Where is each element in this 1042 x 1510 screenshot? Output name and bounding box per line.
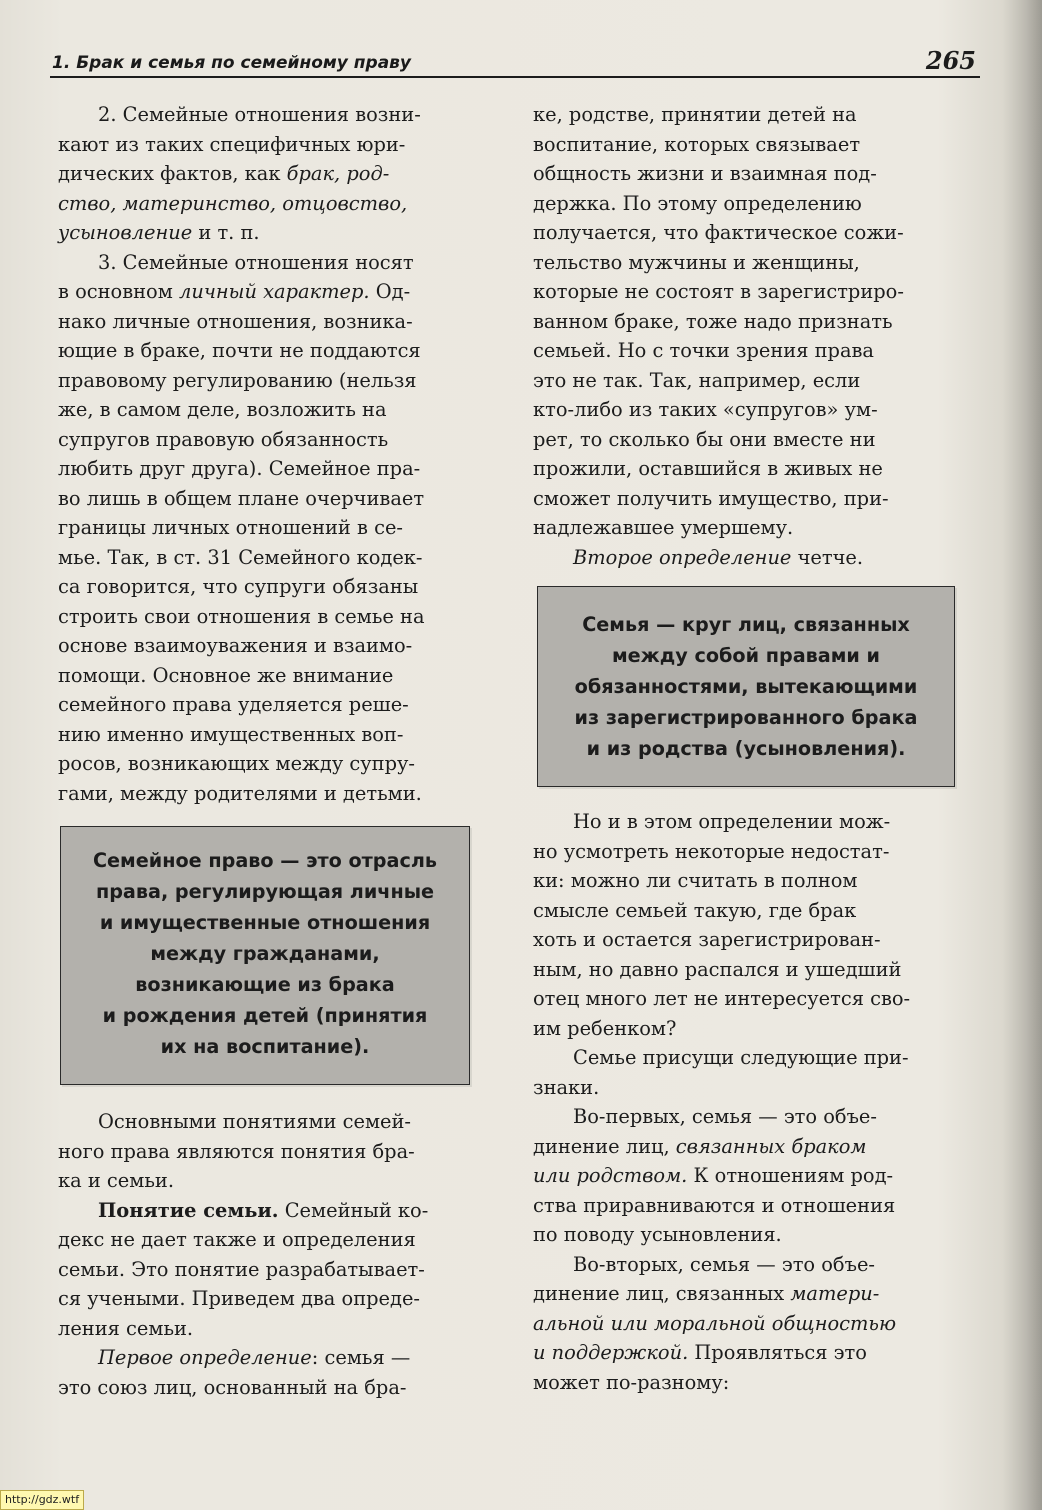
source-link[interactable]: http://gdz.wtf bbox=[0, 1490, 84, 1510]
paragraph-second-definition: Второе определение четче. bbox=[573, 545, 864, 569]
paragraph-family-relations-facts: 2. Семейные отношения возни- кают из таких специфичных юри- дических фактов, как брак, род- ство, материнство, отцовство, усыновление и т. п. bbox=[58, 103, 421, 244]
paragraph-first-definition-continued: ке, родстве, принятии детей на воспитание, которых связывает общность жизни и взаимная под- держка. По этому определению получается, что фактическое сожи- тельство мужчины и женщины, которые не состоят в зарегистриро- ванном браке, тоже надо признать семьей. Но с точки зрения права это не так. Так, например, если кто-либо из таких «супругов» ум- рет, то сколько бы они вместе ни прожили, оставшийся в живых не сможет получить имущество, при- надлежавшее умершему. bbox=[533, 103, 904, 539]
definition-box-family-law: Семейное право — это отрасль права, регулирующая личные и имущественные отношения между гражданами, возникающие из брака и рождения детей (принятия их на воспитание). bbox=[60, 826, 470, 1085]
page-gutter-shadow bbox=[1002, 0, 1042, 1510]
paragraph-personal-character: 3. Семейные отношения носят в основном личный характер. Од- нако личные отношения, возника- ющие в браке, почти не поддаются правовому регулированию (нельзя же, в самом деле, возложить на супругов правовую обязанность любить друг друга). Семейное пра- во лишь в общем плане очерчивает границы личных отношений в се- мье. Так, в ст. 31 Семейного кодек- са говорится, что супруги обязаны строить свои отношения в семье на основе взаимоуважения и взаимо- помощи. Основное же внимание семейного права уделяется реше- нию именно имущественных воп- росов, возникающих между супру- гами, между родителями и детьми. bbox=[58, 250, 425, 805]
definition-box-family: Семья — круг лиц, связанных между собой правами и обязанностями, вытекающими из зарегистрированного брака и из родства (усыновления). bbox=[537, 586, 955, 787]
page-number: 265 bbox=[925, 46, 976, 75]
paragraph-concept-of-family: Понятие семьи. Семейный ко- декс не дает также и определения семьи. Это понятие разрабатывает- ся учеными. Приведем два опреде- ления семьи. bbox=[58, 1198, 429, 1340]
paragraph-first-definition: Первое определение: семья — это союз лиц, основанный на бра- bbox=[58, 1346, 411, 1399]
left-column bbox=[58, 100, 478, 1402]
paragraph-shortcomings: Но и в этом определении мож- но усмотреть некоторые недостат- ки: можно ли считать в полном смысле семьей такую, где брак хоть и остается зарегистрирован- ным, но давно распался и ушедший отец много лет не интересуется сво- им ребенком? bbox=[533, 810, 911, 1040]
paragraph-basic-concepts: Основными понятиями семей- ного права являются понятия бра- ка и семьи. bbox=[58, 1110, 415, 1192]
paragraph-secondly: Во-вторых, семья — это объе- динение лиц, связанных матери- альной или моральной общностью и поддержкой. Проявляться это может по-разному: bbox=[533, 1252, 897, 1394]
paragraph-firstly: Во-первых, семья — это объе- динение лиц, связанных браком или родством. К отношениям род- ства приравниваются и отношения по поводу усыновления. bbox=[533, 1105, 896, 1246]
running-header bbox=[50, 46, 980, 78]
right-column bbox=[533, 100, 957, 1397]
paragraph-family-features: Семье присущи следующие при- знаки. bbox=[533, 1046, 909, 1099]
running-title: 1. Брак и семья по семейному праву bbox=[52, 53, 412, 73]
